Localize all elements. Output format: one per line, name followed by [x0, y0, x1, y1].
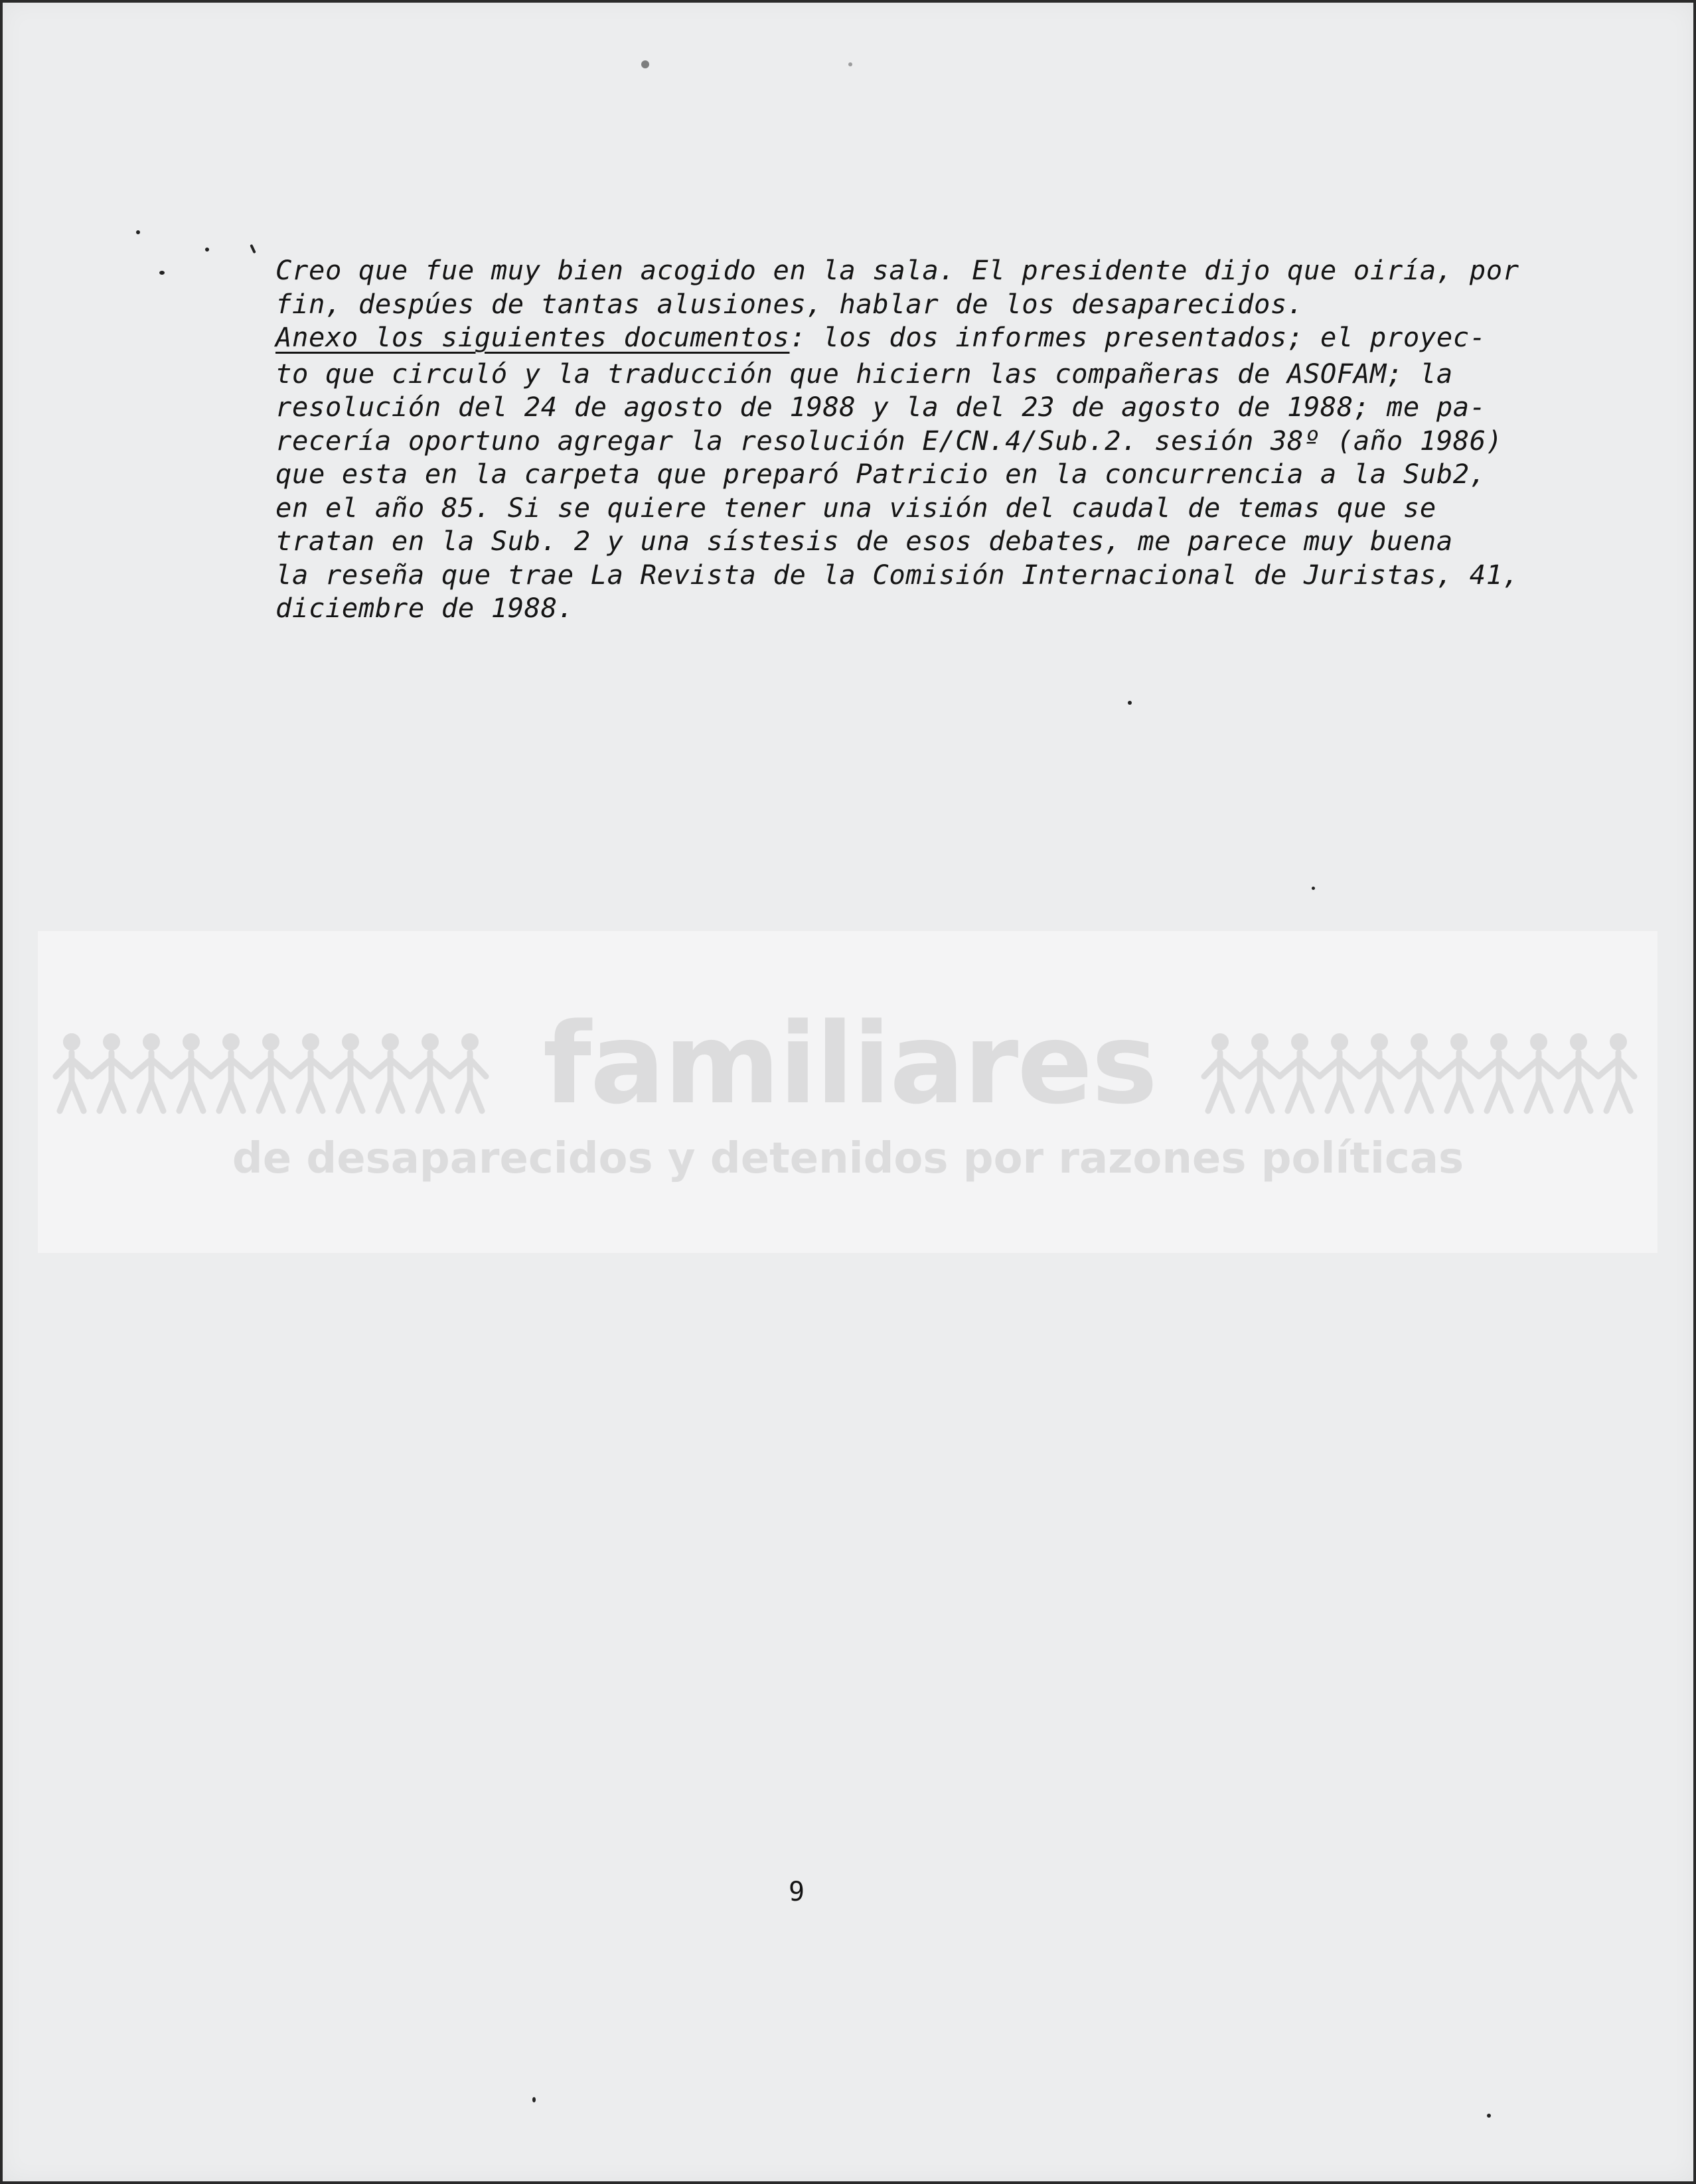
paper-speck: [250, 244, 256, 254]
text-line: diciembre de 1988.: [275, 592, 574, 624]
text-line: tratan en la Sub. 2 y una sístesis de esos debates, me parece muy buena: [275, 525, 1453, 557]
page-number: 9: [788, 1877, 805, 1907]
paper-speck: [532, 2097, 536, 2102]
text-line: fin, despúes de tantas alusiones, hablar de los desaparecidos.: [275, 287, 1304, 320]
paper-speck: [159, 271, 165, 275]
paper-speck: [1487, 2114, 1491, 2118]
people-chain-icon: [1200, 1030, 1645, 1116]
text-line: resolución del 24 de agosto de 1988 y la del 23 de agosto de 1988; me pa-: [275, 391, 1486, 423]
text-line: [275, 321, 1537, 354]
text-line: to que circuló y la traducción que hiciern las compañeras de ASOFAM; la: [275, 357, 1453, 390]
text-line: Creo que fue muy bien acogido en la sala. El presidente dijo que oiría, por: [275, 254, 1519, 286]
watermark-subtitle: de desaparecidos y detenidos por razones políticas: [232, 1134, 1464, 1183]
text-line: la reseña que trae La Revista de la Comisión Internacional de Juristas, 41,: [275, 558, 1519, 591]
paper-speck: [641, 60, 649, 68]
paper-speck: [848, 62, 852, 66]
people-chain-icon: [52, 1030, 497, 1116]
paper-speck: [1128, 701, 1132, 705]
text-line: que esta en la carpeta que preparó Patricio en la concurrencia a la Sub2,: [275, 458, 1486, 490]
text-line: recería oportuno agregar la resolución E/CN.4/Sub.2. sesión 38º (año 1986): [275, 424, 1503, 457]
paper-speck: [1312, 887, 1315, 890]
watermark-title: familiares: [542, 999, 1157, 1129]
paper-speck: [136, 230, 140, 234]
text-fragment: : los dos informes presentados; el proyec-: [789, 321, 1486, 353]
underlined-heading: Anexo los siguientes documentos: [275, 321, 790, 353]
body-paragraph: [275, 254, 1537, 625]
paper-speck: [205, 248, 209, 252]
text-line: en el año 85. Si se quiere tener una visión del caudal de temas que se: [275, 491, 1436, 524]
